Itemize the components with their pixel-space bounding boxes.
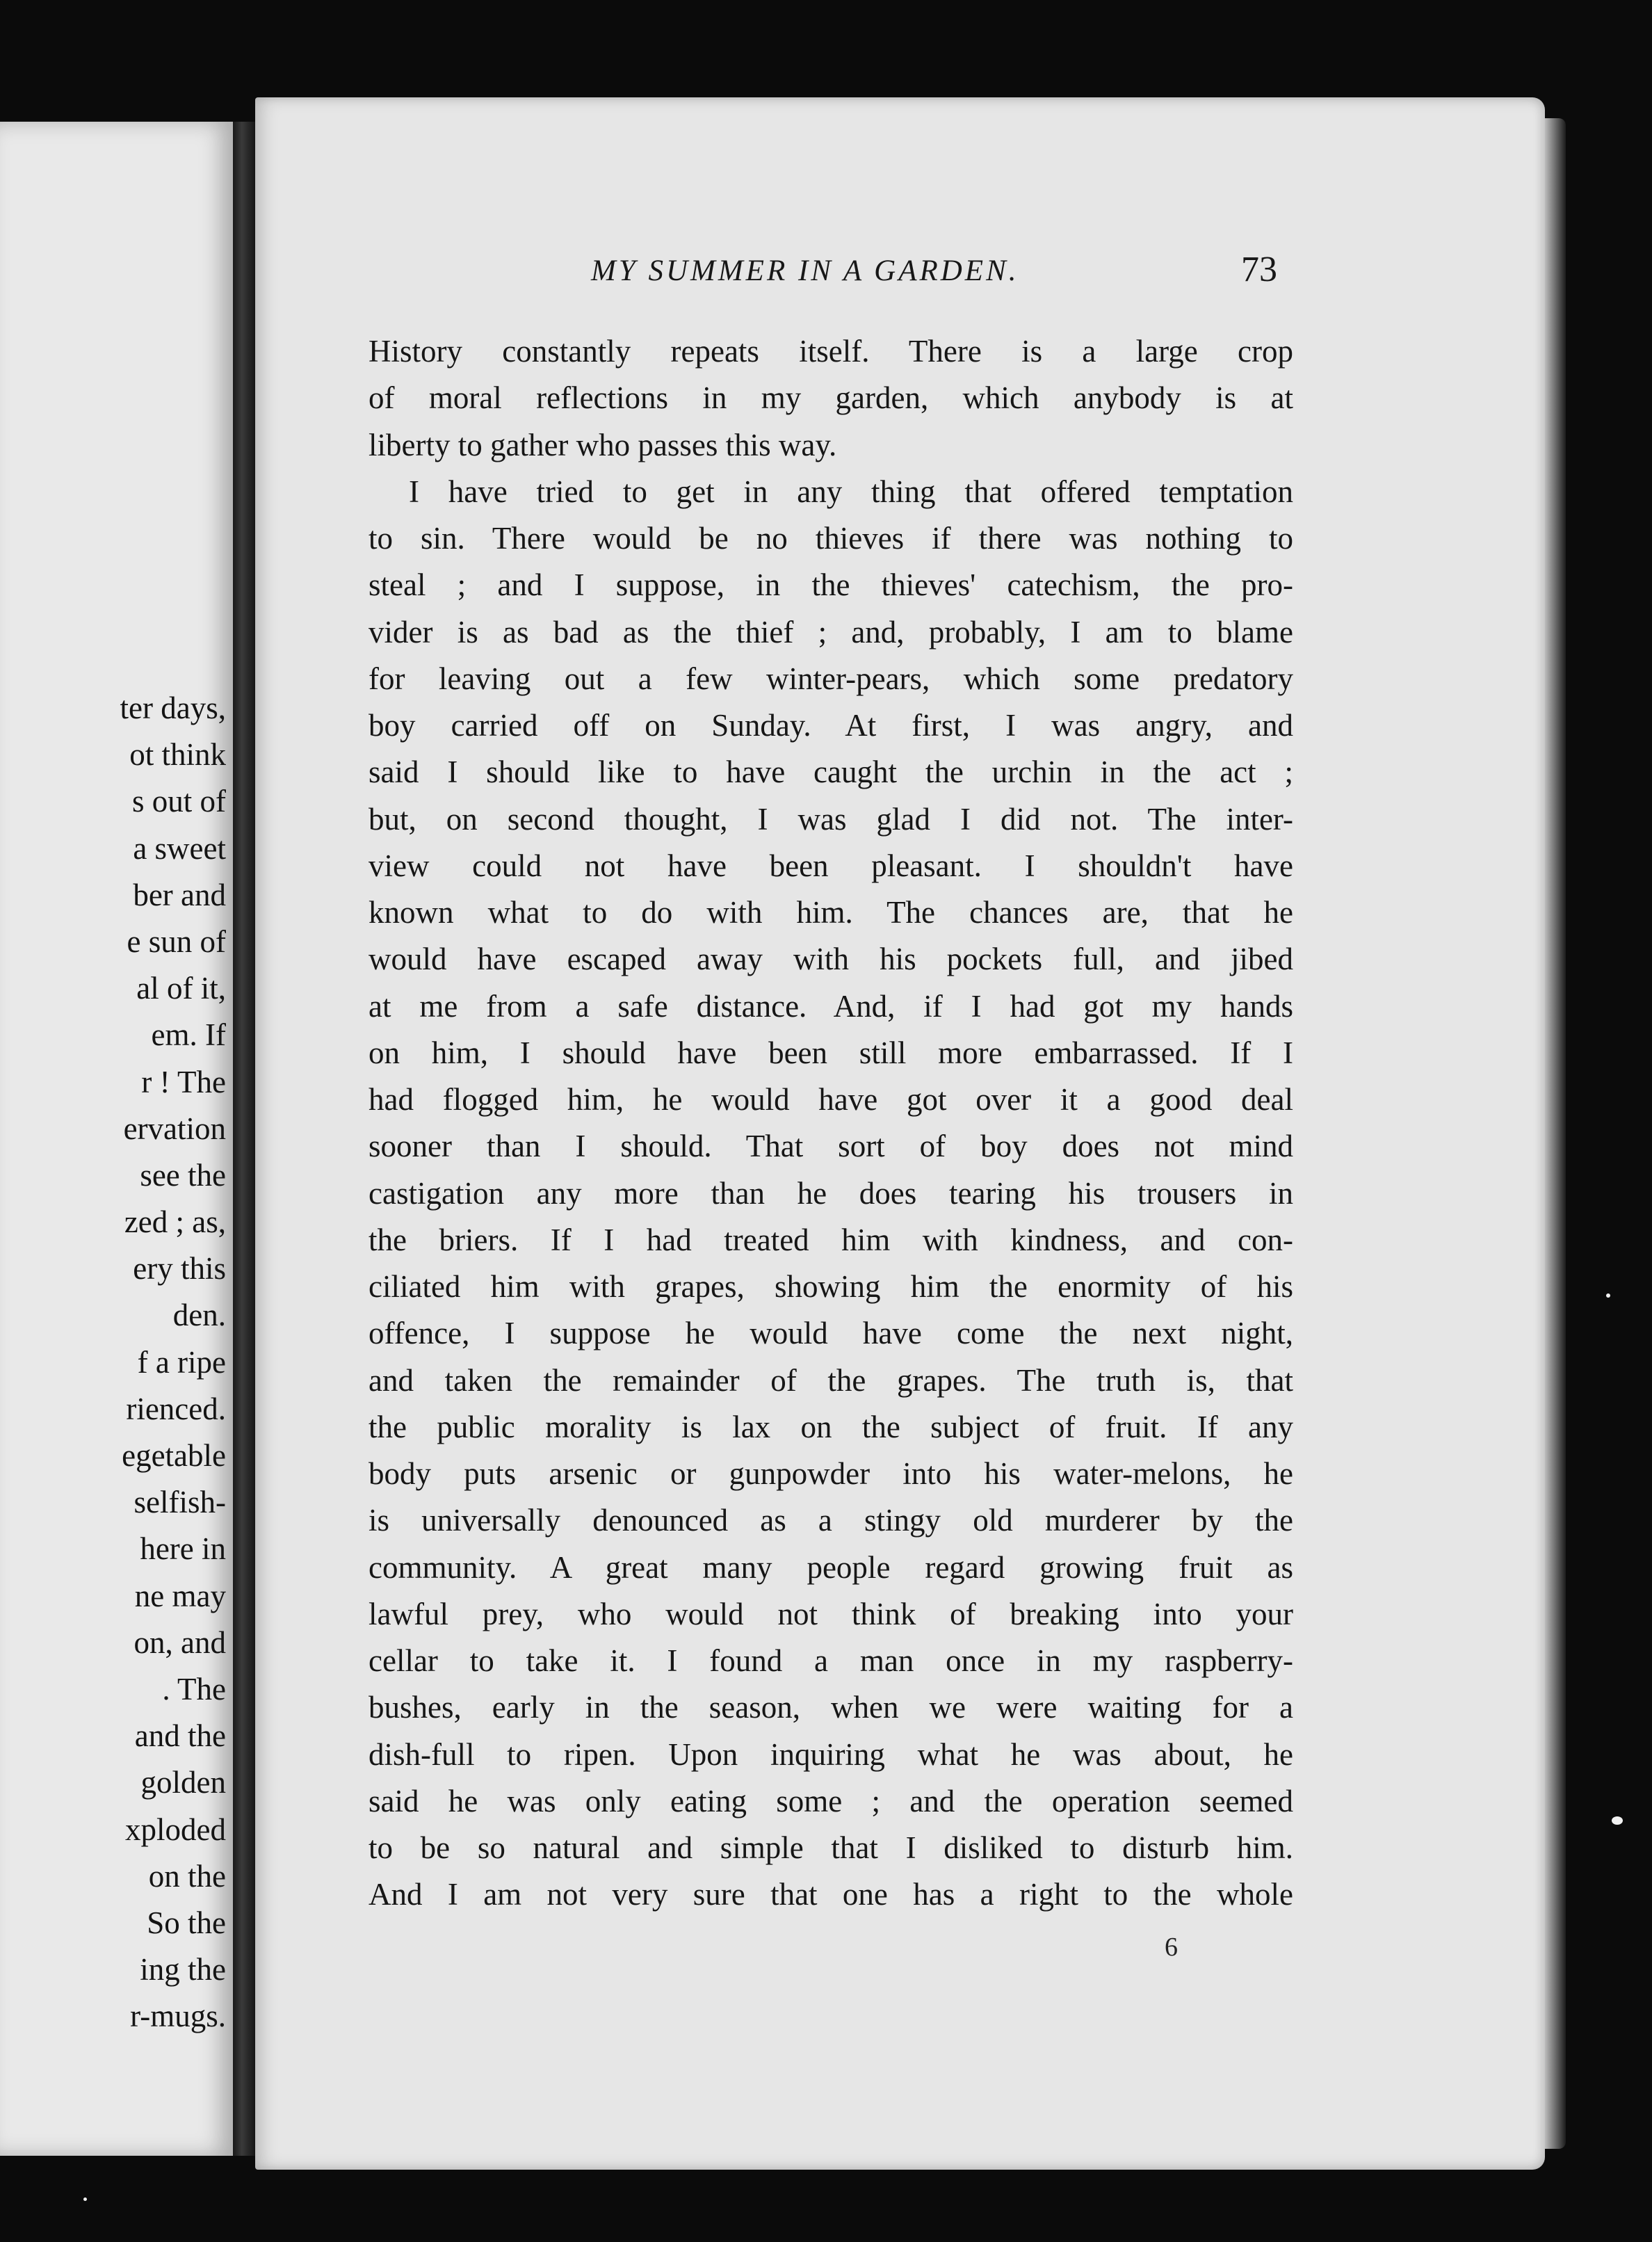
dust-speck [1612, 1816, 1623, 1825]
text-line: History constantly repeats itself. There is a large crop [369, 334, 1293, 369]
book-gutter [233, 122, 255, 2156]
text-line: on him, I should have been still more embarrassed. If I [369, 1035, 1293, 1070]
text-line: the briers. If I had treated him with kindness, and con- [369, 1222, 1293, 1257]
text-line: cellar to take it. I found a man once in my raspberry- [369, 1643, 1293, 1678]
previous-page-line: ter days, [120, 691, 226, 725]
previous-page-line: selfish- [133, 1485, 226, 1520]
text-line: bushes, early in the season, when we were waiting for a [369, 1690, 1293, 1725]
previous-page-line: e sun of [127, 924, 226, 959]
text-line: said I should like to have caught the urchin in the act ; [369, 755, 1293, 790]
previous-page-line: xploded [125, 1812, 226, 1847]
text-line: would have escaped away with his pockets full, and jibed [369, 942, 1293, 977]
previous-page-line: f a ripe [137, 1344, 226, 1380]
previous-page-line: So the [147, 1905, 226, 1940]
previous-page-line: ing the [140, 1952, 226, 1987]
previous-page-line: ery this [133, 1251, 226, 1287]
dust-speck [1606, 1293, 1610, 1298]
text-line: dish-full to ripen. Upon inquiring what he was about, he [369, 1736, 1293, 1772]
text-line: is universally denounced as a stingy old murderer by the [369, 1503, 1293, 1538]
text-line: vider is as bad as the thief ; and, probably, I am to blame [369, 614, 1293, 650]
previous-page-line: and the [134, 1718, 226, 1754]
text-line: boy carried off on Sunday. At first, I was angry, and [369, 708, 1293, 743]
previous-page-line: s out of [132, 784, 226, 819]
page-edge [1545, 118, 1566, 2149]
text-line: to sin. There would be no thieves if there was nothing to [369, 521, 1293, 556]
text-line: the public morality is lax on the subject of fruit. If any [369, 1409, 1293, 1444]
text-line: at me from a safe distance. And, if I had got my hands [369, 988, 1293, 1024]
page-number: 73 [1241, 250, 1277, 289]
previous-page-line: golden [140, 1765, 226, 1800]
dust-speck [83, 2197, 87, 2201]
text-line: lawful prey, who would not think of breaking into your [369, 1596, 1293, 1631]
text-line: for leaving out a few winter-pears, which some predatory [369, 661, 1293, 696]
text-line: and taken the remainder of the grapes. The truth is, that [369, 1362, 1293, 1398]
previous-page [0, 122, 233, 2156]
text-line: offence, I suppose he would have come the next night, [369, 1316, 1293, 1351]
text-line: said he was only eating some ; and the operation seemed [369, 1783, 1293, 1818]
previous-page-line: here in [140, 1531, 226, 1567]
text-line: community. A great many people regard growing fruit as [369, 1549, 1293, 1585]
previous-page-line: on, and [133, 1624, 226, 1660]
signature-mark: 6 [1165, 1933, 1178, 1962]
previous-page-line: a sweet [133, 830, 226, 866]
text-line: had flogged him, he would have got over it a good deal [369, 1082, 1293, 1117]
text-line: liberty to gather who passes this way. [369, 427, 837, 462]
text-line: castigation any more than he does tearing his trousers in [369, 1175, 1293, 1211]
body-text [369, 328, 1293, 1919]
previous-page-line: zed ; as, [124, 1204, 226, 1240]
text-line: to be so natural and simple that I disliked to disturb him. [369, 1830, 1293, 1865]
previous-page-text [0, 685, 226, 2040]
text-line: body puts arsenic or gunpowder into his water-melons, he [369, 1456, 1293, 1491]
previous-page-line: ervation [123, 1111, 226, 1146]
text-line: I have tried to get in any thing that offered temptation [409, 474, 1293, 509]
previous-page-line: ber and [133, 877, 226, 912]
previous-page-line: on the [148, 1858, 226, 1894]
text-line: sooner than I should. That sort of boy does not mind [369, 1129, 1293, 1164]
previous-page-line: ne may [134, 1578, 226, 1613]
previous-page-line: r ! The [141, 1064, 226, 1099]
previous-page-line: al of it, [136, 971, 226, 1006]
previous-page-line: . The [162, 1671, 226, 1707]
text-line: view could not have been pleasant. I shouldn't have [369, 848, 1293, 883]
previous-page-line: den. [172, 1298, 226, 1333]
previous-page-line: em. If [151, 1017, 226, 1053]
previous-page-line: ot think [129, 737, 226, 773]
previous-page-line: see the [140, 1157, 226, 1193]
previous-page-line: rienced. [126, 1391, 226, 1426]
previous-page-line: egetable [122, 1438, 226, 1473]
text-line: but, on second thought, I was glad I did not. The inter- [369, 801, 1293, 837]
text-line: of moral reflections in my garden, which anybody is at [369, 380, 1293, 416]
previous-page-line: r-mugs. [130, 1999, 226, 2034]
text-line: And I am not very sure that one has a right to the whole [369, 1877, 1293, 1912]
running-head: MY SUMMER IN A GARDEN. [591, 255, 1019, 287]
text-line: known what to do with him. The chances are, that he [369, 895, 1293, 930]
text-line: ciliated him with grapes, showing him the enormity of his [369, 1269, 1293, 1304]
text-line: steal ; and I suppose, in the thieves' catechism, the pro- [369, 567, 1293, 603]
